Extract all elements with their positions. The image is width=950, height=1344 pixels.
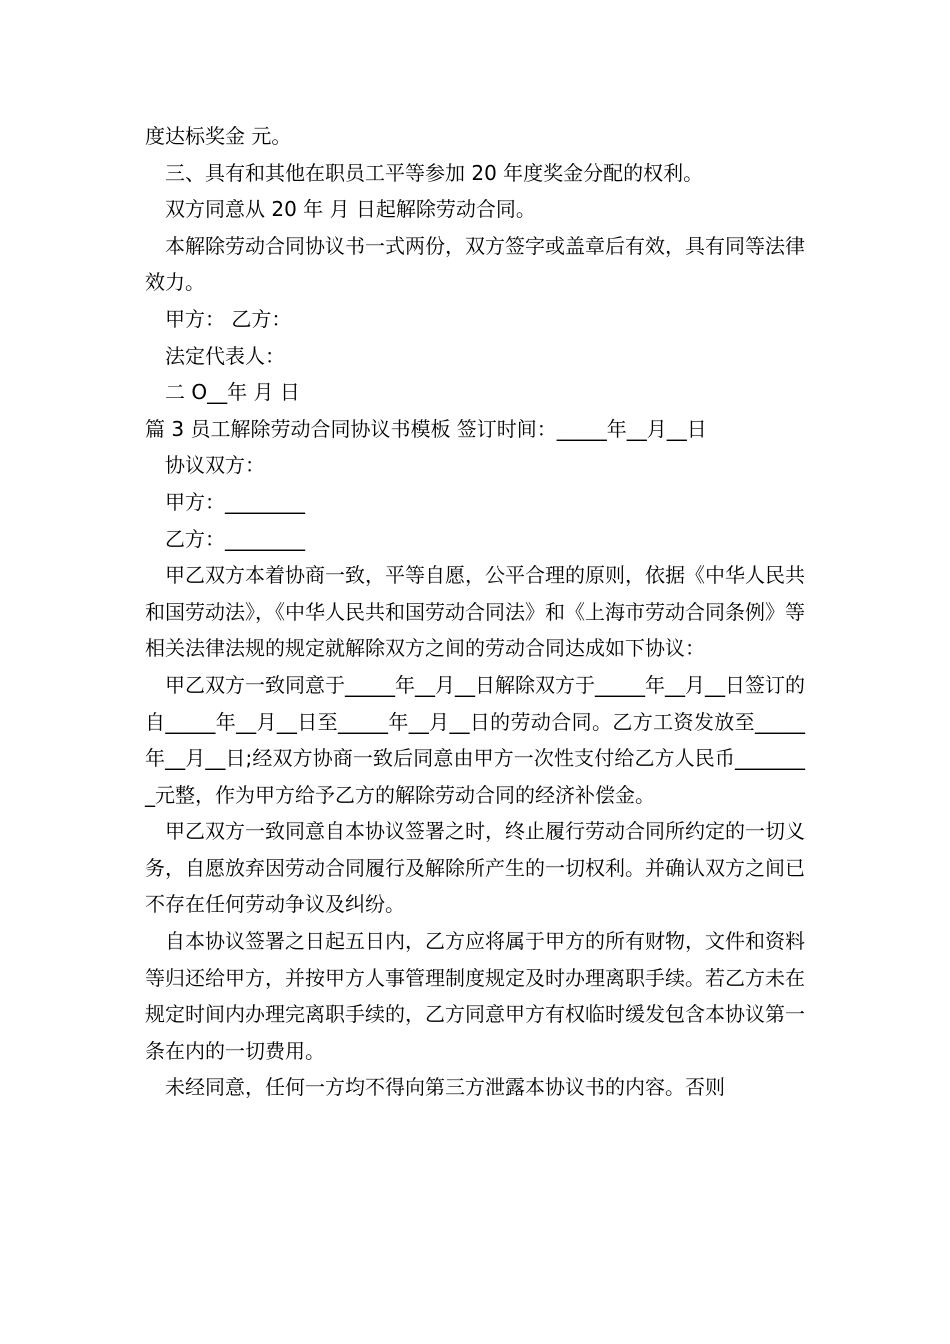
paragraph-agreement-basis: 甲乙双方本着协商一致，平等自愿，公平合理的原则，依据《中华人民共和国劳动法》，《中华人民共和国劳动合同法》和《上海市劳动合同条例》等相关法律法规的规定就解除双方之间的劳动合同达成如下协议： (145, 563, 805, 661)
paragraph-confidentiality: 未经同意，任何一方均不得向第三方泄露本协议书的内容。否则 (165, 1075, 725, 1100)
paragraph-legal-representative: 法定代表人： (165, 343, 285, 368)
paragraph-property-return: 自本协议签署之日起五日内，乙方应将属于甲方的所有财物，文件和资料等归还给甲方，并按甲方人事管理制度规定及时办理离职手续。若乙方未在规定时间内办理完离职手续的，乙方同意甲方有权临时缓发包含本协议第一条在内的一切费用。 (145, 929, 805, 1063)
section-title-template-3: 篇 3 员工解除劳动合同协议书模板 签订时间：_____年__月__日 (145, 416, 707, 441)
paragraph-bonus-amount: 度达标奖金 元。 (145, 124, 292, 148)
paragraph-copies-validity: 本解除劳动合同协议书一式两份，双方签字或盖章后有效，具有同等法律效力。 (145, 233, 805, 295)
paragraph-bonus-rights: 三、具有和其他在职员工平等参加 20 年度奖金分配的权利。 (165, 160, 704, 185)
paragraph-party-signatures: 甲方： 乙方： (165, 306, 292, 331)
paragraph-contract-dates-compensation: 甲乙双方一致同意于_____年__月__日解除双方于_____年__月__日签订的自_____年__月__日至_____年__月__日的劳动合同。乙方工资发放至_____年__月__日;经双方协商一致后同意由甲方一次性支付给乙方人民币________元整，作为甲方给予乙方的解除劳动合同的经济补偿金。 (145, 672, 805, 807)
paragraph-signing-date: 二 O__年 月 日 (165, 380, 300, 405)
paragraph-party-b: 乙方：________ (165, 526, 305, 551)
paragraph-party-a: 甲方：________ (165, 489, 305, 514)
paragraph-termination-date: 双方同意从 20 年 月 日起解除劳动合同。 (165, 197, 536, 222)
paragraph-termination-obligations: 甲乙双方一致同意自本协议签署之时，终止履行劳动合同所约定的一切义务，自愿放弃因劳动合同履行及解除所产生的一切权利。并确认双方之间已不存在任何劳动争议及纠纷。 (145, 819, 805, 917)
document-body (145, 118, 805, 1106)
paragraph-parties-heading: 协议双方： (165, 453, 265, 478)
